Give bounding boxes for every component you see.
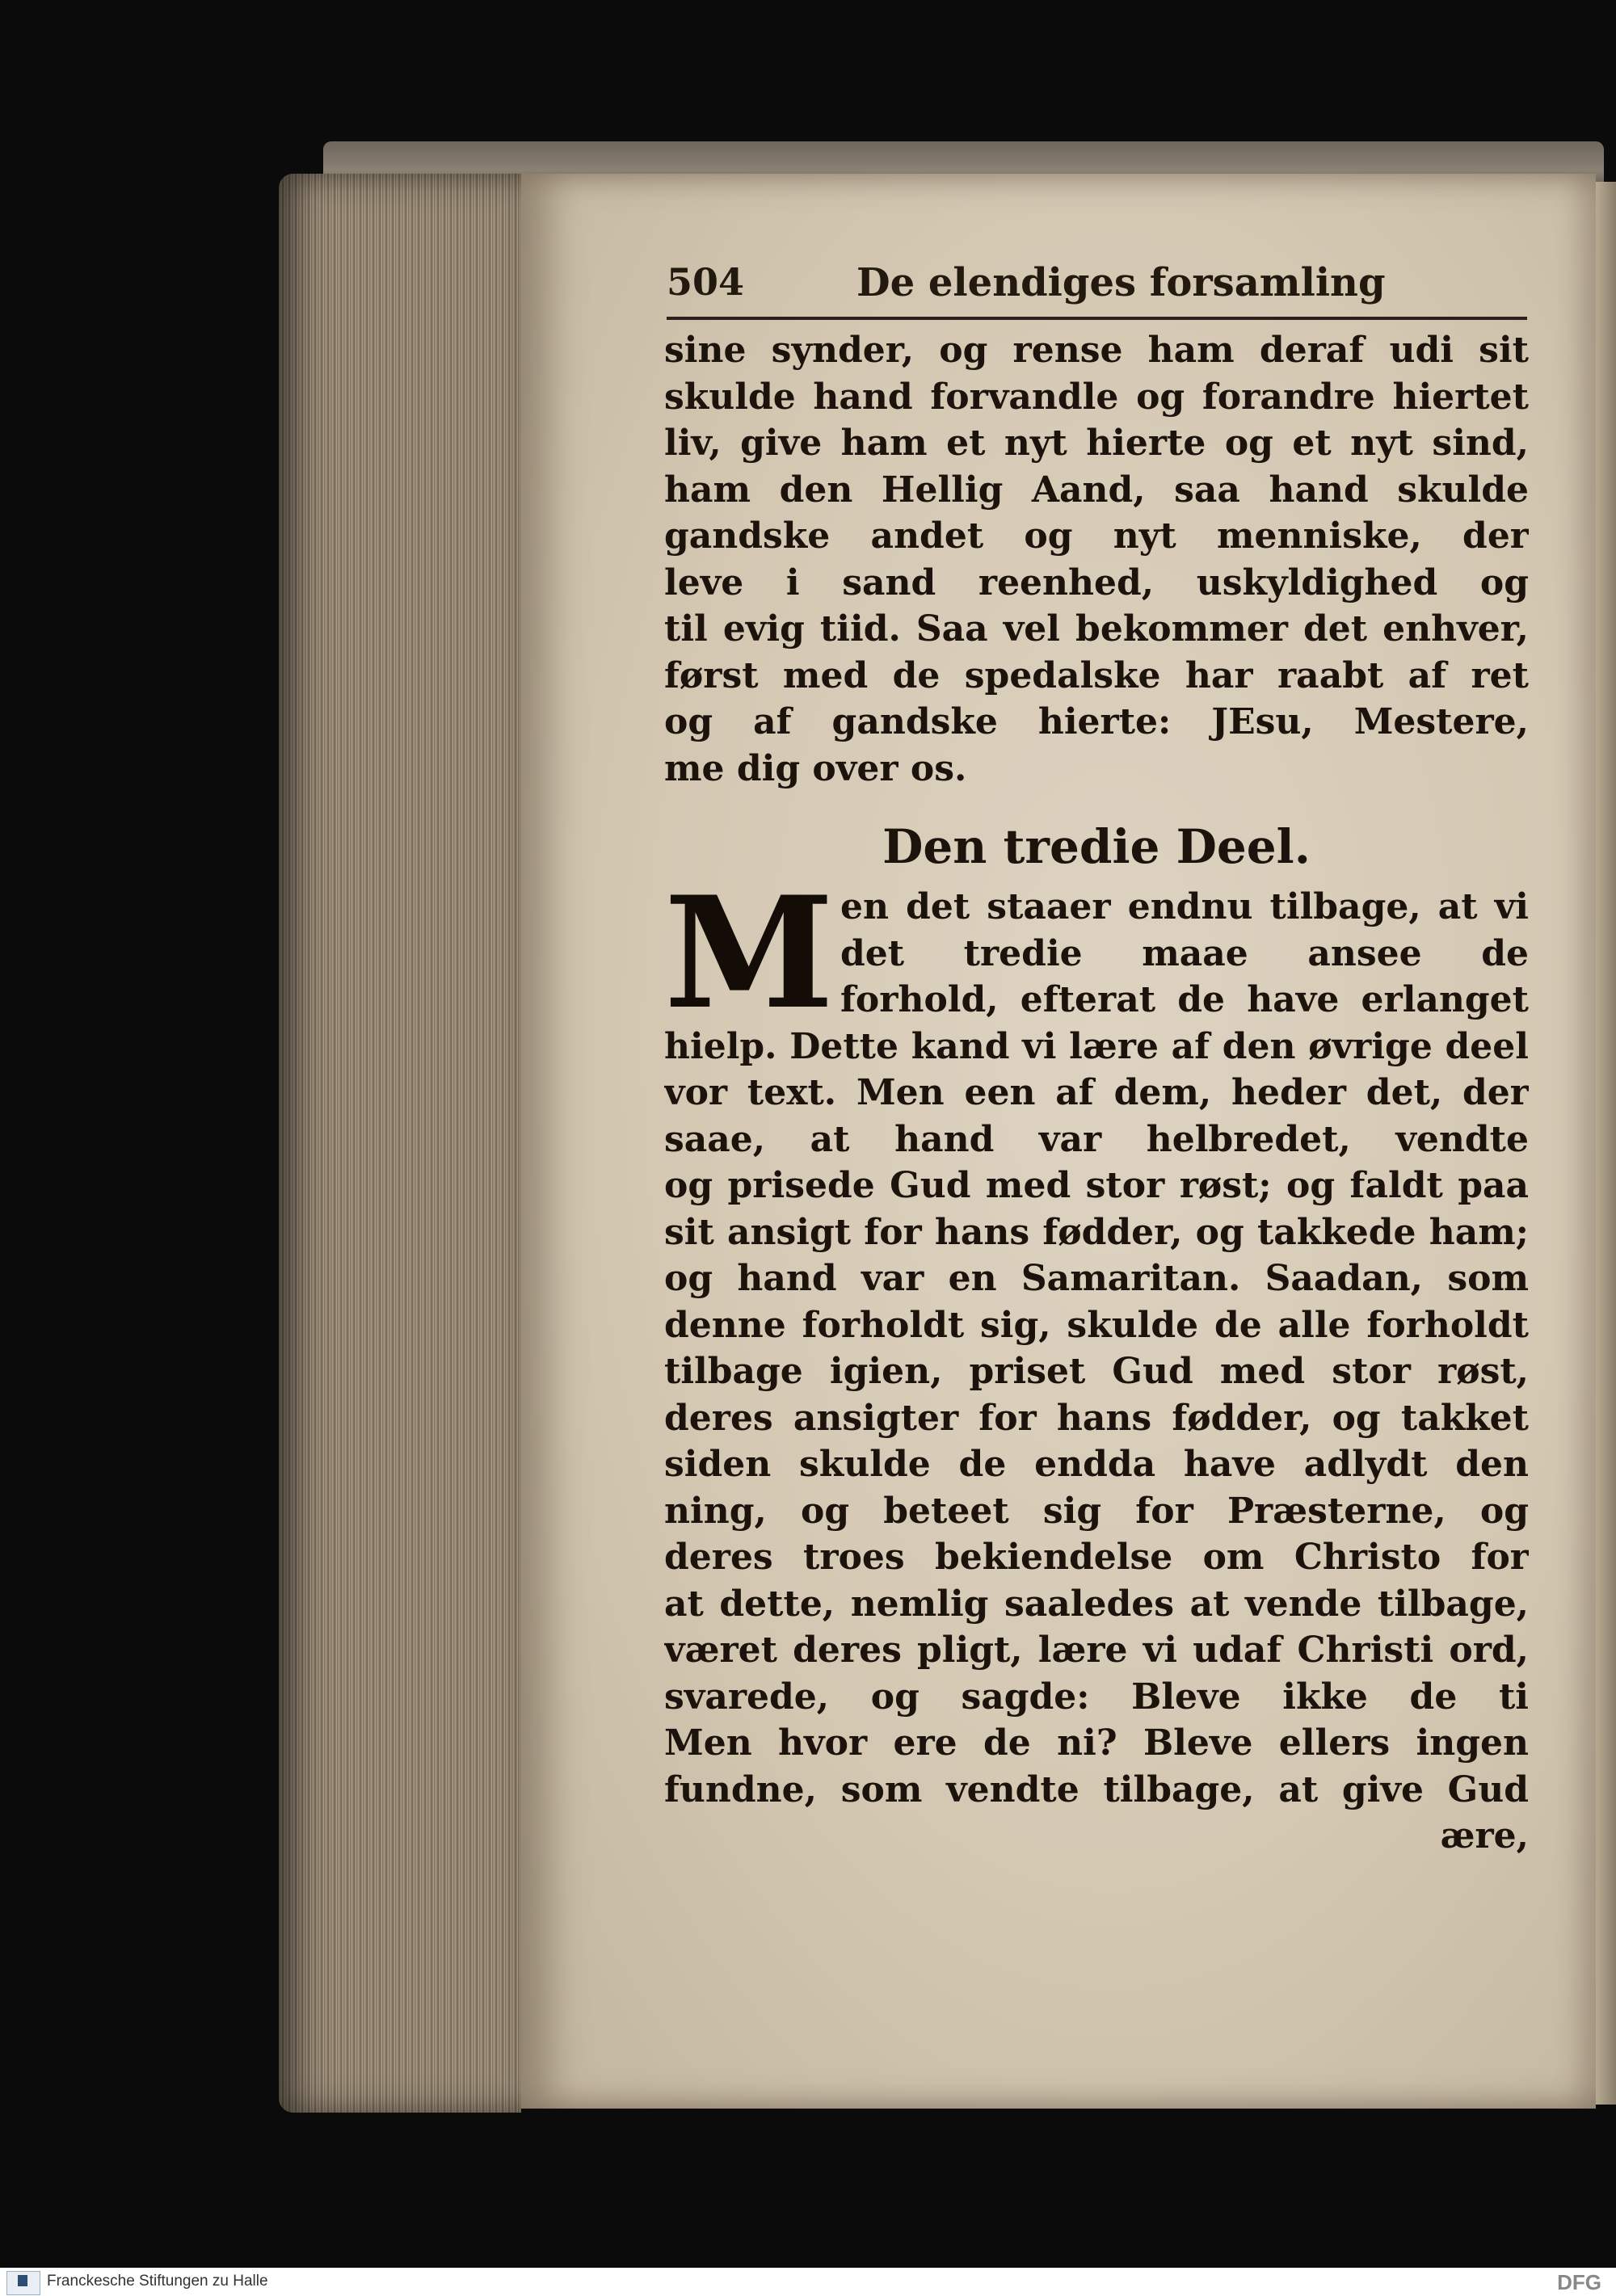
page-number: 504 — [667, 260, 745, 304]
text-line: skulde hand forvandle og forandre hiertet — [664, 376, 1529, 418]
text-line: siden skulde de endda have adlydt den — [664, 1444, 1529, 1485]
section-title: Den tredie Deel. — [882, 819, 1311, 874]
running-head: De elendiges forsamling — [856, 260, 1386, 305]
text-line: denne forholdt sig, skulde de alle forholdt — [664, 1304, 1529, 1346]
text-line: sine synder, og rense ham deraf udi sit — [664, 330, 1529, 371]
text-line: saae, at hand var helbredet, vendte — [664, 1118, 1529, 1160]
text-line: været deres pligt, lære vi udaf Christi ord, — [664, 1629, 1529, 1671]
text-line: deres ansigter for hans fødder, og takket — [664, 1397, 1529, 1439]
page-stack-edge — [279, 174, 521, 2113]
text-line: svarede, og sagde: Bleve ikke de ti — [664, 1676, 1529, 1718]
text-line: det tredie maae ansee de — [840, 932, 1529, 974]
text-line: sit ansigt for hans fødder, og takkede ham; — [664, 1211, 1529, 1253]
drop-cap-initial: M — [664, 863, 835, 1043]
page-header — [667, 260, 1527, 320]
institution-name: Franckesche Stiftungen zu Halle — [47, 2273, 268, 2290]
page-gutter — [1596, 182, 1616, 2105]
text-line: Men hvor ere de ni? Bleve ellers ingen — [664, 1722, 1529, 1764]
text-line: ning, og beteet sig for Præsterne, og — [664, 1490, 1529, 1532]
drop-cap-paragraph — [664, 863, 1529, 1043]
text-line: tilbage igien, priset Gud med stor røst, — [664, 1351, 1529, 1392]
text-line: først med de spedalske har raabt af ret — [664, 654, 1529, 696]
text-line: og af gandske hierte: JEsu, Mestere, — [664, 701, 1529, 742]
text-line: liv, give ham et nyt hierte og et nyt sind, — [664, 423, 1529, 464]
body-text — [664, 327, 1529, 1860]
text-line: forhold, efterat de have erlanget — [840, 979, 1529, 1020]
text-line: til evig tiid. Saa vel bekommer det enhver, — [664, 608, 1529, 650]
text-line: gandske andet og nyt menniske, der — [664, 515, 1529, 557]
text-line: hielp. Dette kand vi lære af den øvrige deel — [664, 1025, 1529, 1067]
text-line: og hand var en Samaritan. Saadan, som — [664, 1258, 1529, 1299]
dfg-logo: DFG — [1557, 2270, 1601, 2294]
text-line: ham den Hellig Aand, saa hand skulde — [664, 469, 1529, 511]
text-line: vor text. Men een af dem, heder det, der — [664, 1072, 1529, 1113]
text-line: leve i sand reenhed, uskyldighed og — [664, 561, 1529, 603]
catchword: ære, — [1440, 1815, 1529, 1857]
institution-logo-icon — [6, 2271, 40, 2295]
text-line: deres troes bekiendelse om Christo for — [664, 1537, 1529, 1578]
text-line: fundne, som vendte tilbage, at give Gud — [664, 1768, 1529, 1810]
text-line: at dette, nemlig saaledes at vende tilbage, — [664, 1583, 1529, 1625]
text-line: og prisede Gud med stor røst; og faldt paa — [664, 1165, 1529, 1206]
text-line: en det staaer endnu tilbage, at vi — [840, 886, 1529, 927]
text-line: me dig over os. — [664, 747, 967, 789]
viewer-footer — [0, 2268, 1616, 2296]
